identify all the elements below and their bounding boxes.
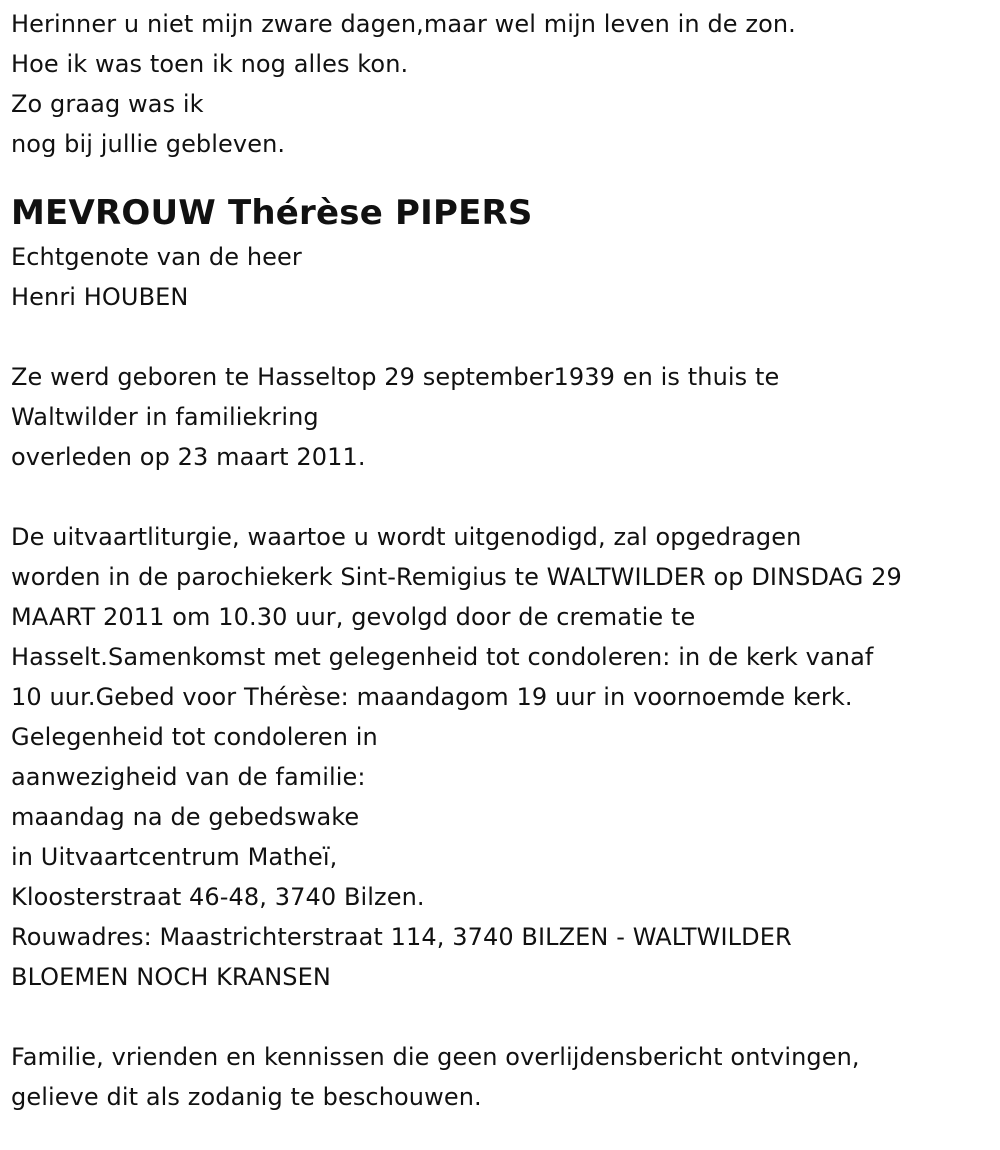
poem — [11, 4, 996, 164]
paragraph-line: maandag na de gebedswake — [11, 803, 360, 831]
poem-line: Herinner u niet mijn zware dagen,maar wel mijn leven in de zon. — [11, 10, 796, 38]
spacer — [11, 997, 996, 1037]
poem-line: nog bij jullie gebleven. — [11, 130, 286, 158]
relation — [11, 237, 996, 317]
paragraph-line: worden in de parochiekerk Sint-Remigius te WALTWILDER op DINSDAG 29 — [11, 563, 902, 591]
closing-paragraph — [11, 1037, 996, 1117]
relation-line: Echtgenote van de heer — [11, 243, 302, 271]
paragraph-line: BLOEMEN NOCH KRANSEN — [11, 963, 331, 991]
poem-line: Hoe ik was toen ik nog alles kon. — [11, 50, 409, 78]
paragraph-line: MAART 2011 om 10.30 uur, gevolgd door de crematie te — [11, 603, 696, 631]
paragraph-line: De uitvaartliturgie, waartoe u wordt uitgenodigd, zal opgedragen — [11, 523, 802, 551]
ceremony-paragraph — [11, 517, 996, 997]
relation-line: Henri HOUBEN — [11, 283, 189, 311]
paragraph-line: aanwezigheid van de familie: — [11, 763, 366, 791]
paragraph-line: Ze werd geboren te Hasseltop 29 september1939 en is thuis te — [11, 363, 780, 391]
paragraph-line: Familie, vrienden en kennissen die geen overlijdensbericht ontvingen, — [11, 1043, 860, 1071]
paragraph-line: Rouwadres: Maastrichterstraat 114, 3740 BILZEN - WALTWILDER — [11, 923, 792, 951]
spacer — [11, 477, 996, 517]
paragraph-line: gelieve dit als zodanig te beschouwen. — [11, 1083, 482, 1111]
obituary-notice — [11, 4, 996, 1117]
deceased-name: MEVROUW Thérèse PIPERS — [11, 193, 533, 233]
paragraph-line: Gelegenheid tot condoleren in — [11, 723, 378, 751]
poem-line: Zo graag was ik — [11, 90, 204, 118]
paragraph-line: 10 uur.Gebed voor Thérèse: maandagom 19 uur in voornoemde kerk. — [11, 683, 853, 711]
paragraph-line: Kloosterstraat 46-48, 3740 Bilzen. — [11, 883, 425, 911]
paragraph-line: in Uitvaartcentrum Matheï, — [11, 843, 338, 871]
spacer — [11, 317, 996, 357]
paragraph-line: Hasselt.Samenkomst met gelegenheid tot condoleren: in de kerk vanaf — [11, 643, 874, 671]
paragraph-line: overleden op 23 maart 2011. — [11, 443, 366, 471]
birth-death-paragraph — [11, 357, 996, 477]
paragraph-line: Waltwilder in familiekring — [11, 403, 319, 431]
